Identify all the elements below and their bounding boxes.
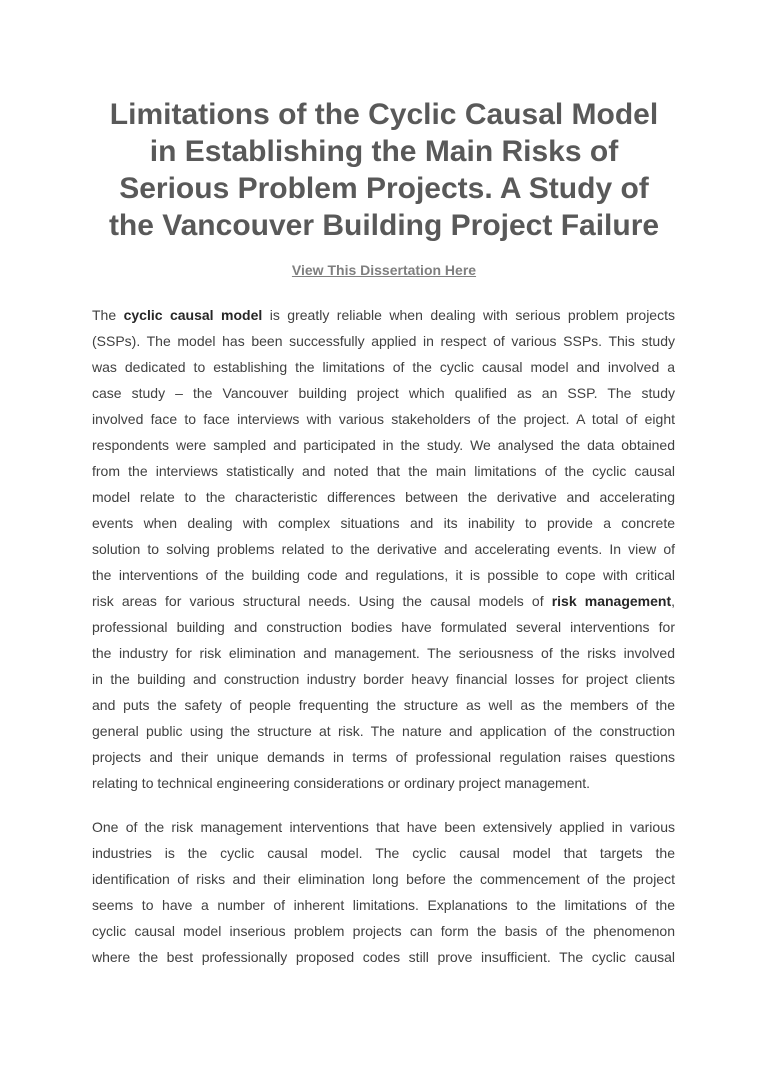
text-line: (SSPs). The model has been successfully applied in respect of various SSPs. This study: [92, 333, 675, 349]
text-line: identification of risks and their elimination long before the commencement of the project: [92, 871, 675, 887]
text-line: where the best professionally proposed codes still prove insufficient. The cyclic causal: [92, 949, 675, 965]
text-line: [92, 302, 675, 328]
bold-keyword: risk management: [551, 593, 672, 609]
text-line: case study – the Vancouver building project which qualified as an SSP. The study: [92, 385, 675, 401]
text-line: from the interviews statistically and noted that the main limitations of the cyclic causal: [92, 463, 675, 479]
title-line: in Establishing the Main Risks of: [149, 135, 619, 168]
title-line: Serious Problem Projects. A Study of: [119, 172, 649, 205]
text-line: general public using the structure at risk. The nature and application of the construction: [92, 723, 675, 739]
text-line: projects and their unique demands in terms of professional regulation raises questions: [92, 749, 675, 765]
text-line: seems to have a number of inherent limitations. Explanations to the limitations of the: [92, 897, 675, 913]
intro-paragraph: [92, 814, 675, 970]
text-line: was dedicated to establishing the limitations of the cyclic causal model and involved a: [92, 359, 675, 375]
text-line: model relate to the characteristic differences between the derivative and accelerating: [92, 489, 675, 505]
title-line: the Vancouver Building Project Failure: [108, 209, 660, 242]
abstract-paragraph: [92, 302, 675, 796]
text-line: events when dealing with complex situations and its inability to provide a concrete: [92, 515, 675, 531]
text-segment: is greatly reliable when dealing with serious problem projects: [262, 307, 675, 323]
text-line: and puts the safety of people frequenting the structure as well as the members of the: [92, 697, 675, 713]
title-line: Limitations of the Cyclic Causal Model: [109, 98, 659, 131]
text-line: the interventions of the building code and regulations, it is possible to cope with critical: [92, 567, 675, 583]
text-line: the industry for risk elimination and management. The seriousness of the risks involved: [92, 645, 675, 661]
text-line: One of the risk management interventions that have been extensively applied in various: [92, 819, 675, 835]
text-segment: ,: [671, 593, 675, 609]
bold-keyword: cyclic causal model: [123, 307, 263, 323]
text-line: in the building and construction industry border heavy financial losses for project clients: [92, 671, 675, 687]
text-line: professional building and construction bodies have formulated several interventions for: [92, 619, 675, 635]
text-line: cyclic causal model inserious problem projects can form the basis of the phenomenon: [92, 923, 675, 939]
text-line: involved face to face interviews with various stakeholders of the project. A total of eight: [92, 411, 675, 427]
text-line: relating to technical engineering considerations or ordinary project management.: [92, 775, 591, 791]
view-dissertation-link[interactable]: View This Dissertation Here: [291, 262, 477, 278]
text-segment: risk areas for various structural needs. Using the causal models of: [92, 593, 552, 609]
text-segment: The: [92, 307, 124, 323]
text-line: [92, 588, 675, 614]
text-line: solution to solving problems related to the derivative and accelerating events. In view of: [92, 541, 675, 557]
text-line: respondents were sampled and participated in the study. We analysed the data obtained: [92, 437, 675, 453]
document-title: [80, 96, 688, 244]
text-line: industries is the cyclic causal model. The cyclic causal model that targets the: [92, 845, 675, 861]
